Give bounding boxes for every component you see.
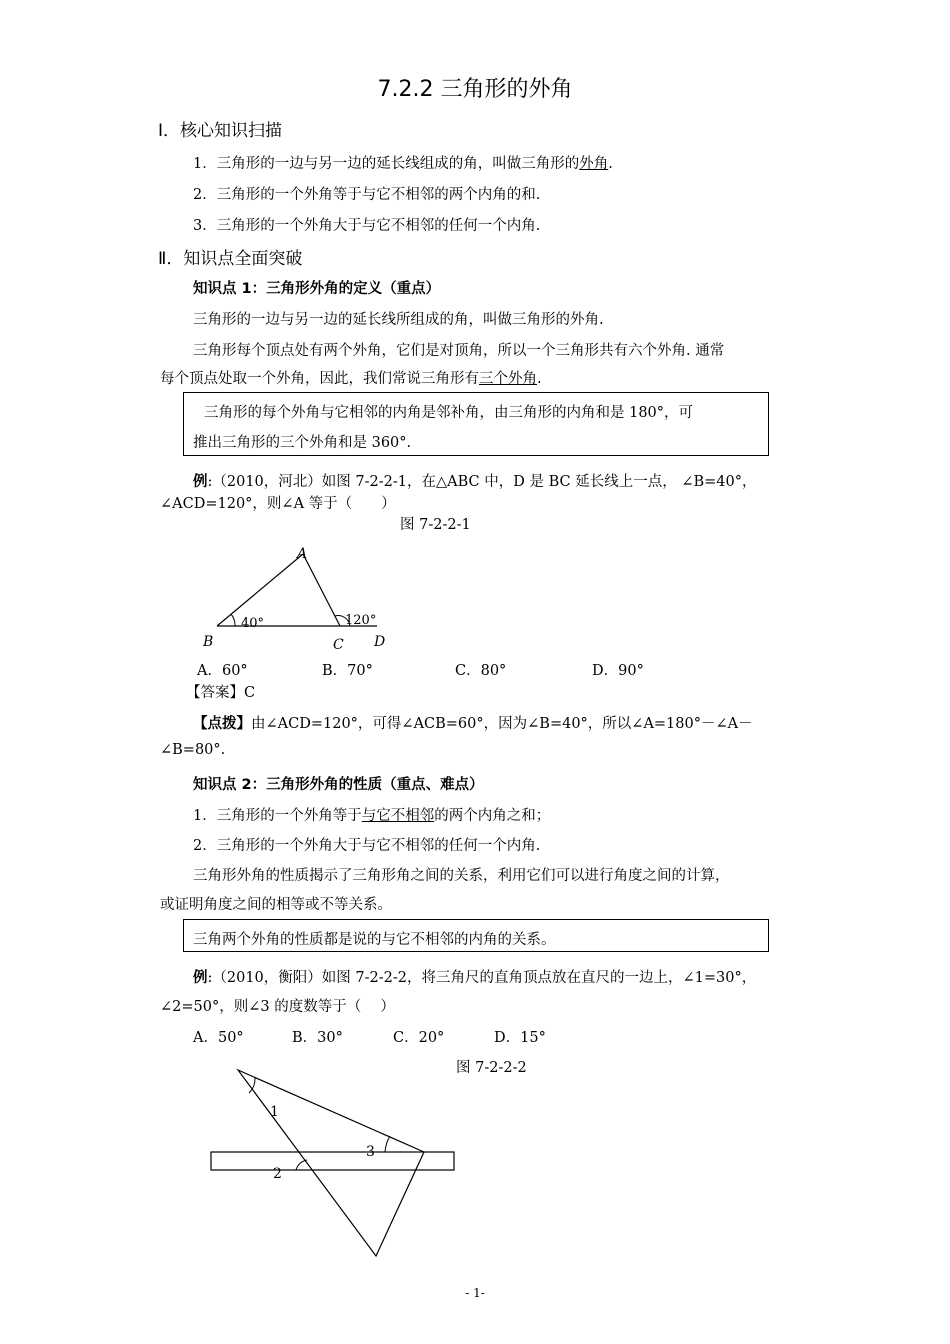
kp2-item-2: 2．三角形的一个外角大于与它不相邻的任何一个内角. [193, 838, 541, 854]
label-b: B [203, 634, 214, 650]
kp2-paragraph-line2: 或证明角度之间的相等或不等关系。 [160, 897, 392, 913]
kp1-paragraph-2-line1: 三角形每个顶点处有两个外角，它们是对顶角，所以一个三角形共有六个外角. 通常 [193, 343, 725, 359]
label-angle-b: 40° [241, 616, 265, 631]
label-a: A [297, 546, 308, 562]
example1-hint-line2: ∠B=80°. [160, 742, 226, 758]
kp2-paragraph-line1: 三角形外角的性质揭示了三角形角之间的关系，利用它们可以进行角度之间的计算， [193, 868, 730, 884]
page-title: 7.2.2 三角形的外角 [377, 77, 573, 102]
example2-line1: 例:（2010，衡阳）如图 7-2-2-2，将三角尺的直角顶点放在直尺的一边上，∠1=30°， [193, 969, 757, 986]
label-d: D [374, 634, 386, 650]
example2-choice-c: C．20° [393, 1030, 445, 1046]
section2-heading: Ⅱ．知识点全面突破 [158, 249, 303, 269]
section1-item-3: 3．三角形的一个外角大于与它不相邻的任何一个内角. [193, 218, 541, 234]
side-ac [303, 554, 340, 626]
kp1-note-line2: 推出三角形的三个外角和是 360°. [193, 435, 412, 451]
label-c: C [333, 637, 344, 653]
kp2-item-1: 1．三角形的一个外角等于与它不相邻的两个内角之和； [193, 808, 551, 824]
figure1-caption: 图 7-2-2-1 [400, 517, 471, 533]
example1-hint-line1: 【点拨】由∠ACD=120°，可得∠ACB=60°，因为∠B=40°，所以∠A=180°－∠A－ [193, 715, 753, 732]
arc-angle-b [231, 614, 235, 626]
example1-choice-c: C．80° [455, 663, 507, 679]
kp1-note-line1: 三角形的每个外角与它相邻的内角是邻补角，由三角形的内角和是 180°，可 [204, 405, 694, 421]
example1-answer: 【答案】C [186, 685, 256, 701]
label-angle-3: 3 [366, 1144, 375, 1160]
example2-choice-b: B．30° [292, 1030, 343, 1046]
example2-choice-a: A．50° [193, 1030, 244, 1046]
kp1-paragraph-1: 三角形的一边与另一边的延长线所组成的角，叫做三角形的外角. [193, 312, 604, 328]
page-number: - 1- [465, 1286, 485, 1300]
figure2-caption: 图 7-2-2-2 [456, 1060, 527, 1076]
kp2-title: 知识点 2：三角形外角的性质（重点、难点） [193, 777, 484, 793]
label-angle-acd: 120° [345, 613, 377, 628]
section1-item-1: 1．三角形的一边与另一边的延长线组成的角，叫做三角形的外角. [193, 156, 613, 172]
example1-choice-a: A．60° [197, 663, 248, 679]
kp2-note-text: 三角两个外角的性质都是说的与它不相邻的内角的关系。 [193, 932, 556, 948]
example1-choice-d: D．90° [592, 663, 644, 679]
kp1-paragraph-2-line2: 每个顶点处取一个外角，因此，我们常说三角形有三个外角. [160, 371, 542, 387]
figure-7-2-2-1 [195, 540, 405, 655]
kp1-title: 知识点 1：三角形外角的定义（重点） [193, 281, 441, 297]
section1-heading: Ⅰ．核心知识扫描 [158, 121, 283, 141]
label-angle-1: 1 [270, 1104, 279, 1120]
example1-choice-b: B．70° [322, 663, 373, 679]
figure-7-2-2-2 [200, 1060, 465, 1265]
triangle-set-square [238, 1070, 424, 1256]
example1-line1: 例:（2010，河北）如图 7-2-2-1，在△ABC 中，D 是 BC 延长线上一点， ∠B=40°， [193, 473, 757, 490]
label-angle-2: 2 [273, 1166, 282, 1182]
arc-angle-3 [385, 1136, 390, 1152]
section1-item-2: 2．三角形的一个外角等于与它不相邻的两个内角的和. [193, 187, 541, 203]
example2-line2: ∠2=50°，则∠3 的度数等于（ ） [160, 999, 395, 1015]
example2-choice-d: D．15° [494, 1030, 546, 1046]
example1-line2: ∠ACD=120°，则∠A 等于（ ） [160, 496, 396, 512]
